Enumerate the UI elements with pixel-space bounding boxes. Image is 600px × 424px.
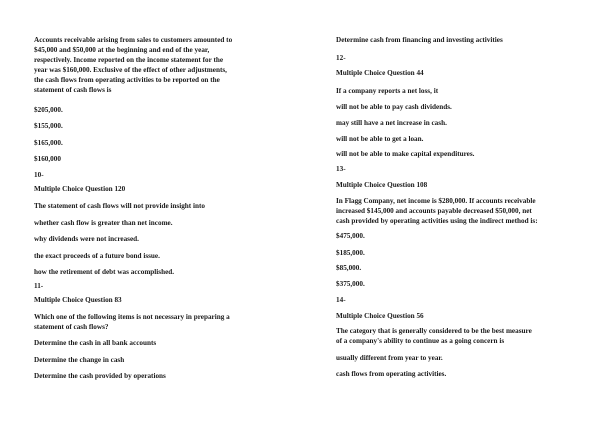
question-10-option-c: the exact proceeds of a future bond issue.	[34, 252, 160, 260]
question-10-number: 10-	[34, 171, 44, 179]
question-13-option-a: $475,000.	[336, 232, 365, 240]
question-13-option-b: $185,000.	[336, 249, 365, 257]
question-10-option-d: how the retirement of debt was accomplished.	[34, 268, 175, 276]
question-11-option-a: Determine the cash in all bank accounts	[34, 339, 157, 347]
question-12-stem: If a company reports a net loss, it	[336, 87, 439, 95]
question-14-option-b: cash flows from operating activities.	[336, 370, 447, 378]
question-11-number: 11-	[34, 282, 44, 290]
question-10-option-b: why dividends were not increased.	[34, 235, 139, 243]
question-11-option-c: Determine the cash provided by operations	[34, 372, 166, 380]
question-10-option-a: whether cash flow is greater than net income.	[34, 219, 173, 227]
question-9-option-d: $160,000	[34, 155, 61, 163]
question-14-option-a: usually different from year to year.	[336, 354, 443, 362]
question-9-option-c: $165,000.	[34, 139, 63, 147]
question-13-number: 13-	[336, 165, 346, 173]
question-11-option-b: Determine the change in cash	[34, 356, 125, 364]
question-12-option-a: will not be able to pay cash dividends.	[336, 103, 452, 111]
question-12-option-d: will not be able to make capital expenditures.	[336, 150, 475, 158]
question-12-option-c: will not be able to get a loan.	[336, 135, 424, 143]
question-12-number: 12-	[336, 54, 346, 62]
question-13-header: Multiple Choice Question 108	[336, 181, 428, 189]
question-12-option-b: may still have a net increase in cash.	[336, 119, 447, 127]
question-14-number: 14-	[336, 296, 346, 304]
question-12-header: Multiple Choice Question 44	[336, 69, 424, 77]
question-10-header: Multiple Choice Question 120	[34, 185, 126, 193]
question-11-option-d: Determine cash from financing and investing activities	[336, 36, 503, 44]
question-13-option-d: $375,000.	[336, 280, 365, 288]
question-14-header: Multiple Choice Question 56	[336, 312, 424, 320]
question-13-stem: In Flagg Company, net income is $280,000. If accounts receivable increased $145,000 and accounts payable decreased $50,000, net cash provided by operating activities using the indirect method is:	[336, 197, 538, 225]
question-11-stem: Which one of the following items is not necessary in preparing a statement of cash flows?	[34, 313, 230, 331]
question-9-stem: Accounts receivable arising from sales to customers amounted to $45,000 and $50,000 at the beginning and end of the year, respectively. Income reported on the income statement for the year was $160,000. Exclusive of the effect of other adjustments, the cash flows from operating activities to be reported on the statement of cash flows is	[34, 36, 233, 94]
question-9-option-b: $155,000.	[34, 122, 63, 130]
question-13-option-c: $85,000.	[336, 264, 362, 272]
question-10-stem: The statement of cash flows will not provide insight into	[34, 202, 205, 210]
question-14-stem: The category that is generally considered to be the best measure of a company's ability to continue as a going concern is	[336, 327, 532, 345]
question-11-header: Multiple Choice Question 83	[34, 296, 122, 304]
question-9-option-a: $205,000.	[34, 106, 63, 114]
